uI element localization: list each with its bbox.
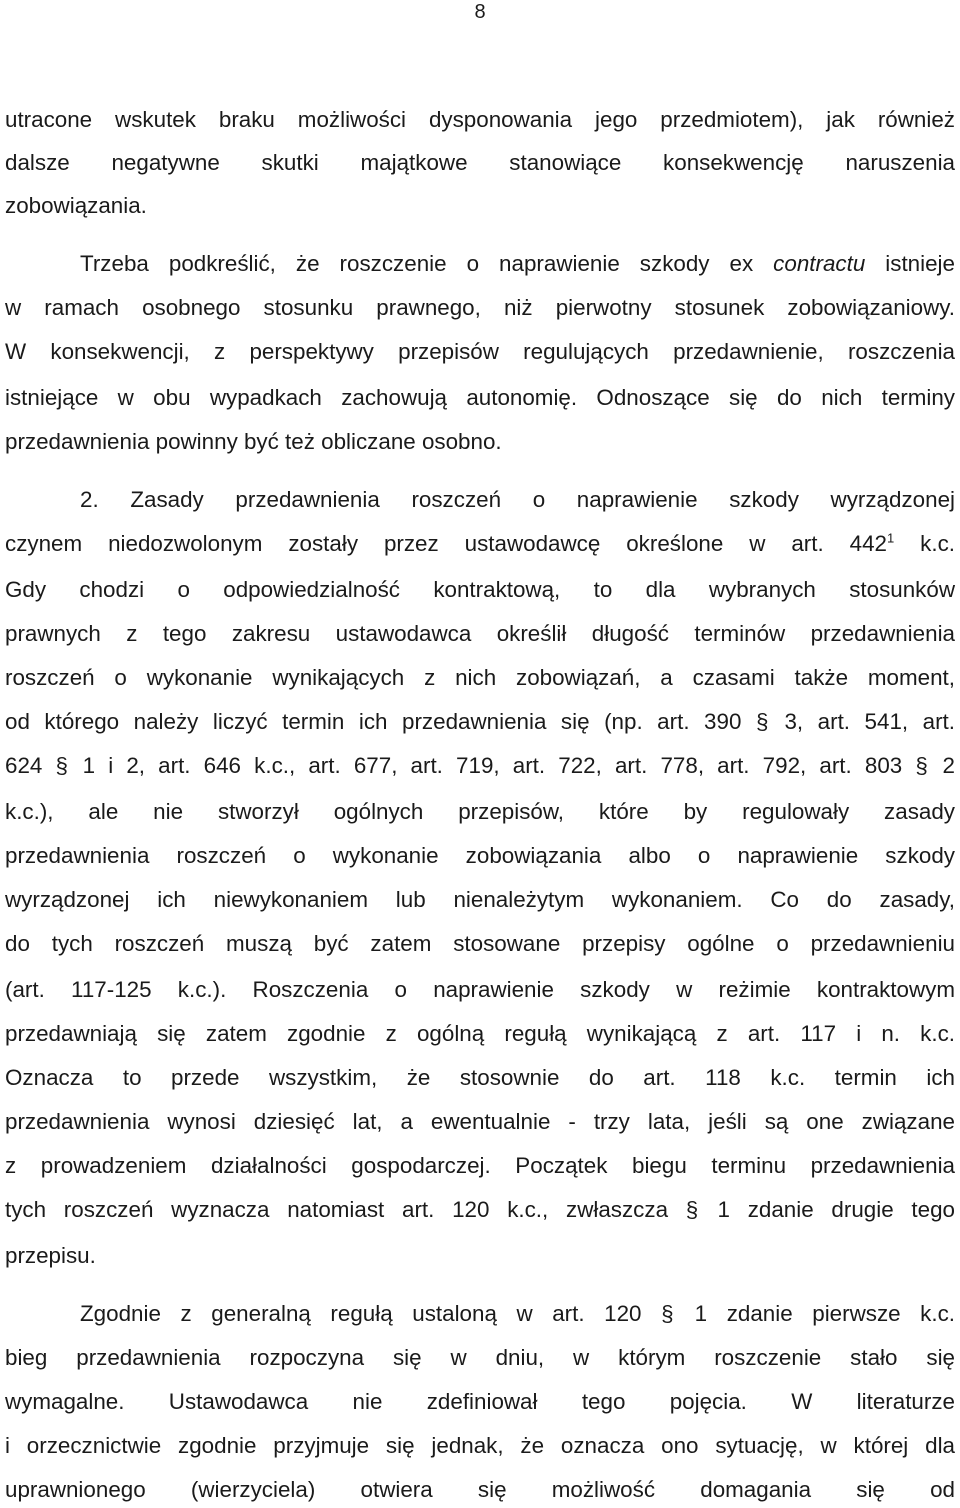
italic-term: contractu (773, 251, 866, 276)
section-sign-icon: § (55, 753, 68, 778)
section-sign-icon: § (661, 1301, 674, 1326)
text-line: roszczeń o wykonanie wynikających z nich zobowiązań, a czasami także moment, (5, 665, 955, 690)
text-line: istniejące w obu wypadkach zachowują autonomię. Odnoszące się do nich terminy (5, 385, 955, 410)
text-line: zobowiązania. (5, 193, 147, 218)
text-line: Gdy chodzi o odpowiedzialność kontraktową, to dla wybranych stosunków (5, 577, 955, 602)
text-line: z prowadzeniem działalności gospodarczej. Początek biegu terminu przedawnienia (5, 1153, 955, 1178)
text-line: wyrządzonej ich niewykonaniem lub nienależytym wykonaniem. Co do zasady, (5, 887, 955, 912)
text-line: prawnych z tego zakresu ustawodawca określił długość terminów przedawnienia (5, 621, 955, 646)
text-line: 2. Zasady przedawnienia roszczeń o naprawienie szkody wyrządzonej (80, 487, 955, 512)
section-sign-icon: § (915, 753, 928, 778)
text-line: przedawnienia roszczeń o wykonanie zobowiązania albo o naprawienie szkody (5, 843, 955, 868)
text-line: uprawnionego (wierzyciela) otwiera się możliwość domagania się od (5, 1477, 955, 1502)
text-line: bieg przedawnienia rozpoczyna się w dniu, w którym roszczenie stało się (5, 1345, 955, 1370)
text-line: 624 § 1 i 2, art. 646 k.c., art. 677, art. 719, art. 722, art. 778, art. 792, art. 803 § 2 (5, 753, 955, 778)
text-line: tych roszczeń wyznacza natomiast art. 120 k.c., zwłaszcza § 1 zdanie drugie tego (5, 1197, 955, 1222)
text-line: dalsze negatywne skutki majątkowe stanowiące konsekwencję naruszenia (5, 150, 955, 175)
text-line: (art. 117-125 k.c.). Roszczenia o naprawienie szkody w reżimie kontraktowym (5, 977, 955, 1002)
text-line: od którego należy liczyć termin ich przedawnienia się (np. art. 390 § 3, art. 541, art. (5, 709, 956, 734)
text-line: Trzeba podkreślić, że roszczenie o naprawienie szkody ex contractu istnieje (80, 251, 955, 276)
text-line: w ramach osobnego stosunku prawnego, niż pierwotny stosunek zobowiązaniowy. (5, 295, 955, 320)
section-sign-icon: § (755, 709, 769, 734)
text-line: utracone wskutek braku możliwości dysponowania jego przedmiotem), jak również (5, 107, 955, 132)
text-line: Zgodnie z generalną regułą ustaloną w art. 120 § 1 zdanie pierwsze k.c. (80, 1301, 956, 1326)
section-sign-icon: § (685, 1197, 699, 1222)
text-line: do tych roszczeń muszą być zatem stosowane przepisy ogólne o przedawnieniu (5, 931, 955, 956)
text-line: czynem niedozwolonym zostały przez ustawodawcę określone w art. $442^1$ k.c. (5, 530, 955, 556)
text-line: Oznacza to przede wszystkim, że stosownie do art. 118 k.c. termin ich (5, 1065, 955, 1090)
text-line: wymagalne. Ustawodawca nie zdefiniował tego pojęcia. W literaturze (5, 1389, 955, 1414)
text-line: k.c.), ale nie stworzył ogólnych przepisów, które by regulowały zasady (5, 799, 955, 824)
text-line: przedawniają się zatem zgodnie z ogólną regułą wynikającą z art. 117 i n. k.c. (5, 1021, 955, 1046)
text-line: W konsekwencji, z perspektywy przepisów regulujących przedawnienie, roszczenia (5, 339, 955, 364)
text-line: przedawnienia powinny być też obliczane osobno. (5, 429, 502, 454)
page-number: 8 (474, 1, 486, 23)
text-line: przedawnienia wynosi dziesięć lat, a ewentualnie - trzy lata, jeśli są one związane (5, 1109, 955, 1134)
superscript: 1 (887, 530, 895, 546)
text-line: i orzecznictwie zgodnie przyjmuje się jednak, że oznacza ono sytuację, w której dla (5, 1433, 955, 1458)
text-line: przepisu. (5, 1243, 96, 1268)
